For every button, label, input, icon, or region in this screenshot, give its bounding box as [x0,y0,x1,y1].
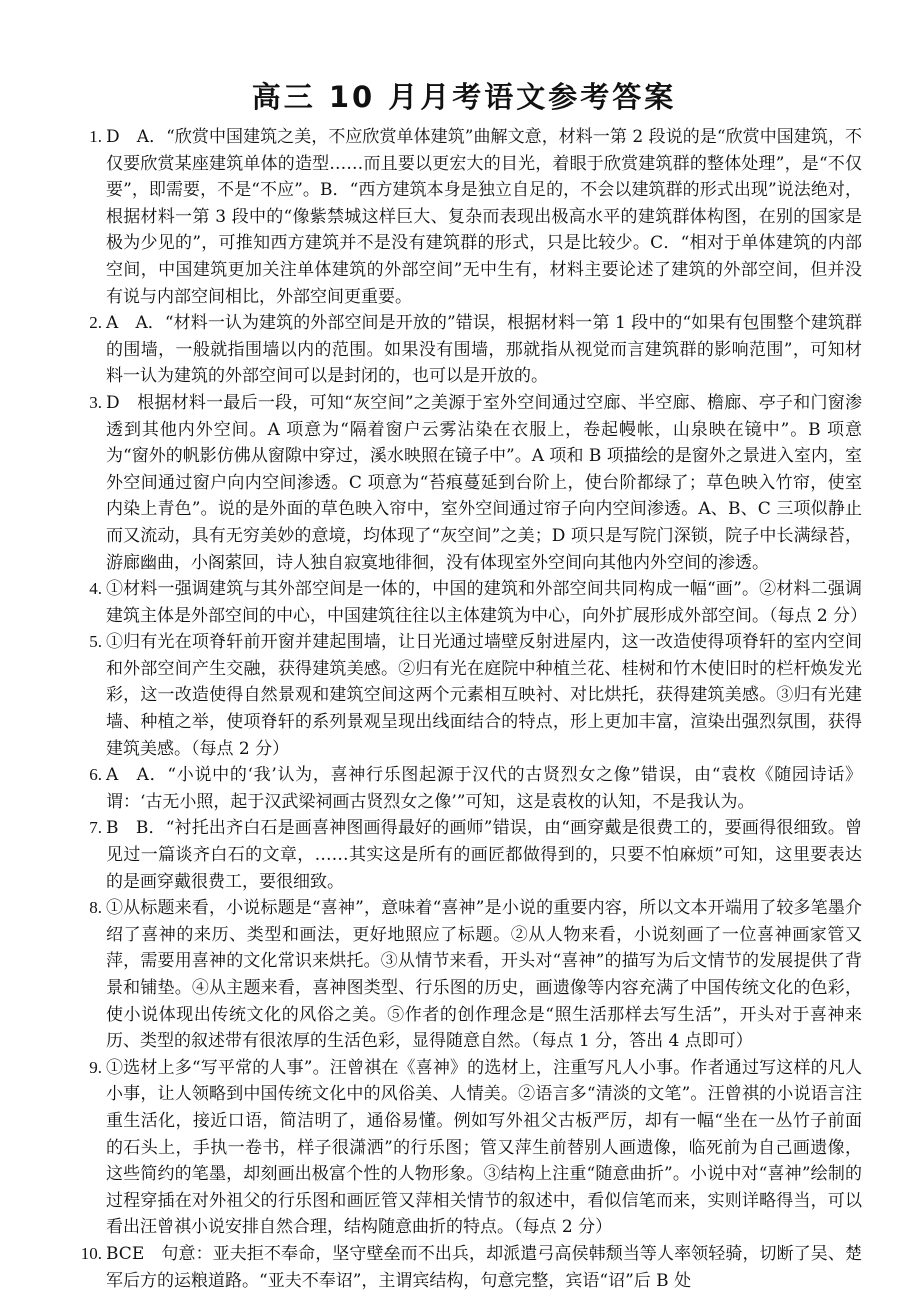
answer-number: 8. [89,898,102,918]
answer-text: B B．“衬托出齐白石是画喜神图画得最好的画师”错误，由“画穿戴是很费工的，要画得很细致。曾见过一篇谈齐白石的文章，……其实这是所有的画匠都做得到的，只要不怕麻烦”可知，这里要表达的是画穿戴很费工，要很细致。 [106,818,862,892]
answer-item-7 [66,815,862,895]
answer-number: 7. [89,818,102,838]
answer-number: 1. [89,127,102,146]
answer-item-6 [66,762,862,815]
answer-text: BCE 句意：亚夫拒不奉命，坚守壁垒而不出兵，却派遣弓高侯韩颓当等人率领轻骑，切断了吴、楚军后方的运粮道路。“亚夫不奉诏”，主谓宾结构，句意完整，宾语“诏”后 B 处 [106,1243,862,1291]
document-title: 高三 10 月月考语文参考答案 [251,80,677,114]
answer-item-1 [66,124,862,310]
answer-number: 10. [80,1243,102,1263]
answer-text: ①材料一强调建筑与其外部空间是一体的，中国的建筑和外部空间共同构成一幅“画”。②材料二强调建筑主体是外部空间的中心，中国建筑往往以主体建筑为中心，向外扩展形成外部空间。（每点 2 分） [106,579,868,626]
answer-text: ①从标题来看，小说标题是“喜神”，意味着“喜神”是小说的重要内容，所以文本开端用了较多笔墨介绍了喜神的来历、类型和画法，更好地照应了标题。②从人物来看，小说刻画了一位喜神画家管又萍，需要用喜神的文化常识来烘托。③从情节来看，开头对“喜神”的描写为后文情节的发展提供了背景和铺垫。④从主题来看，喜神图类型、行乐图的历史，画遗像等内容充满了中国传统文化的色彩，使小说体现出传统文化的风俗之美。⑤作者的创作理念是“照生活那样去写生活”，开头对于喜神来历、类型的叙述带有很浓厚的生活色彩，显得随意自然。（每点 1 分，答出 4 点即可） [106,898,862,1052]
answer-item-10 [66,1241,862,1294]
answer-item-9 [66,1055,862,1241]
answer-number: 5. [89,632,102,652]
answer-item-8 [66,895,862,1055]
answer-item-3 [66,390,862,576]
answer-text: A A．“材料一认为建筑的外部空间是开放的”错误，根据材料一第 1 段中的“如果有包围整个建筑群的围墙，一般就指围墙以内的范围。如果没有围墙，那就指从视觉而言建筑群的影响范围”，可知材料一认为建筑的外部空间可以是封闭的，也可以是开放的。 [106,313,862,387]
answer-item-2 [66,310,862,390]
answer-number: 4. [89,579,102,599]
answer-number: 3. [89,392,102,412]
answer-item-5 [66,629,862,762]
answer-number: 2. [89,313,102,333]
answer-text: ①归有光在项脊轩前开窗并建起围墙，让日光通过墙壁反射进屋内，这一改造使得项脊轩的室内空间和外部空间产生交融，获得建筑美感。②归有光在庭院中种植兰花、桂树和竹木使旧时的栏杆焕发光彩，这一改造使得自然景观和建筑空间这两个元素相互映衬、对比烘托，获得建筑美感。③归有光建墙、种植之举，使项脊轩的系列景观呈现出线面结合的特点，形上更加丰富，渲染出强烈氛围，获得建筑美感。（每点 2 分） [106,632,862,759]
answer-text: ①选材上多“写平常的人事”。汪曾祺在《喜神》的选材上，注重写凡人小事。作者通过写这样的凡人小事，让人领略到中国传统文化中的风俗美、人情美。②语言多“清淡的文笔”。汪曾祺的小说语言注重生活化，接近口语，简洁明了，通俗易懂。例如写外祖父古板严厉，却有一幅“坐在一丛竹子前面的石头上，手执一卷书，样子很潇洒”的行乐图；管又萍生前替别人画遗像，临死前为自己画遗像，这些简约的笔墨，却刻画出极富个性的人物形象。③结构上注重“随意曲折”。小说中对“喜神”绘制的过程穿插在对外祖父的行乐图和画匠管又萍相关情节的叙述中，看似信笔而来，实则详略得当，可以看出汪曾祺小说安排自然合理，结构随意曲折的特点。（每点 2 分） [106,1057,862,1238]
answer-text: D 根据材料一最后一段，可知“灰空间”之美源于室外空间通过空廊、半空廊、檐廊、亭子和门窗渗透到其他内外空间。A 项意为“隔着窗户云雾沾染在衣服上，卷起幔帐，山泉映在镜中”。B 项意为“窗外的帆影仿佛从窗隙中穿过，溪水映照在镜子中”。A 项和 B 项描绘的是窗外之景进入室内，室外空间通过窗户向内空间渗透。C 项意为“苔痕蔓延到台阶上，使台阶都绿了；草色映入竹帘，使室内染上青色”。说的是外面的草色映入帘中，室外空间通过帘子向内空间渗透。A、B、C 三项似静止而又流动，具有无穷美妙的意境，均体现了“灰空间”之美；D 项只是写院门深锁，院子中长满绿苔，游廊幽曲，小阁萦回，诗人独自寂寞地徘徊，没有体现室外空间向其他内外空间的渗透。 [106,392,862,573]
answer-number: 9. [89,1057,102,1077]
answer-item-4 [66,576,868,629]
answer-text: D A．“欣赏中国建筑之美，不应欣赏单体建筑”曲解文意，材料一第 2 段说的是“欣赏中国建筑，不仅要欣赏某座建筑单体的造型……而且要以更宏大的目光，着眼于欣赏建筑群的整体处理”，是“不仅要”，即需要，不是“不应”。B．“西方建筑本身是独立自足的，不会以建筑群的形式出现”说法绝对，根据材料一第 3 段中的“像紫禁城这样巨大、复杂而表现出极高水平的建筑群体构图，在别的国家是极为少见的”，可推知西方建筑并不是没有建筑群的形式，只是比较少。C．“相对于单体建筑的内部空间，中国建筑更加关注单体建筑的外部空间”无中生有，材料主要论述了建筑的外部空间，但并没有说与内部空间相比，外部空间更重要。 [106,127,862,307]
answer-text: A A．“小说中的‘我’认为，喜神行乐图起源于汉代的古贤烈女之像”错误，由“袁枚《随园诗话》谓：‘古无小照，起于汉武梁祠画古贤烈女之像’”可知，这是袁枚的认知，不是我认为。 [106,765,862,812]
answer-number: 6. [89,765,102,785]
